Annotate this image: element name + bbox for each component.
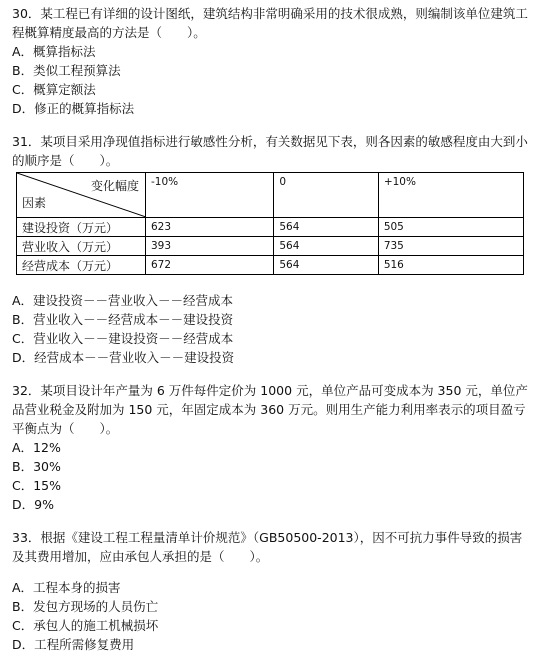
table-cell: 564	[274, 256, 378, 275]
table-cell: 735	[378, 237, 523, 256]
table-header-minus10: -10%	[146, 173, 274, 218]
table-row	[17, 256, 524, 275]
question-32-stem: 32．某项目设计年产量为 6 万件每件定价为 1000 元，单位产品可变成本为 350 元，单位产品营业税金及附加为 150 元，年固定成本为 360 万元。则用生产能力利用率表示的项目盈亏平衡点为（ ）。	[12, 383, 528, 436]
question-30-option-d: D．修正的概算指标法	[12, 101, 135, 116]
table-header-zero: 0	[274, 173, 378, 218]
question-33-option-c: C．承包人的施工机械损坏	[12, 618, 159, 633]
table-cell: 564	[274, 218, 378, 237]
table-cell: 672	[146, 256, 274, 275]
question-30-stem: 30．某工程已有详细的设计图纸，建筑结构非常明确采用的技术很成熟，则编制该单位建筑工程概算精度最高的方法是（ ）。	[12, 6, 528, 40]
table-corner-cell	[17, 173, 146, 218]
question-32	[12, 381, 532, 514]
table-header-plus10: +10%	[378, 173, 523, 218]
question-31-option-b: B．营业收入－－经营成本－－建设投资	[12, 312, 234, 327]
exam-page	[12, 4, 532, 654]
question-32-option-a: A．12%	[12, 440, 61, 455]
question-33-option-b: B．发包方现场的人员伤亡	[12, 599, 159, 614]
table-cell: 505	[378, 218, 523, 237]
sensitivity-table	[16, 172, 524, 275]
question-31-option-a: A．建设投资－－营业收入－－经营成本	[12, 293, 234, 308]
question-33-option-a: A．工程本身的损害	[12, 580, 121, 595]
question-33	[12, 528, 532, 654]
question-32-option-d: D．9%	[12, 497, 54, 512]
question-33-option-d: D．工程所需修复费用	[12, 637, 135, 652]
question-33-stem: 33．根据《建设工程工程量清单计价规范》（GB50500-2013），因不可抗力事件导致的损害及其费用增加，应由承包人承担的是（ ）。	[12, 530, 523, 564]
table-cell: 393	[146, 237, 274, 256]
corner-label-change: 变化幅度	[90, 179, 139, 193]
table-row-label: 营业收入（万元）	[17, 237, 146, 256]
table-row-label: 经营成本（万元）	[17, 256, 146, 275]
question-32-option-b: B．30%	[12, 459, 61, 474]
question-31-option-c: C．营业收入－－建设投资－－经营成本	[12, 331, 234, 346]
question-31	[12, 132, 532, 367]
table-cell: 564	[274, 237, 378, 256]
question-31-stem: 31．某项目采用净现值指标进行敏感性分析，有关数据见下表，则各因素的敏感程度由大到小的顺序是（ ）。	[12, 134, 528, 168]
table-cell: 623	[146, 218, 274, 237]
table-header-row	[17, 173, 524, 218]
question-30-option-c: C．概算定额法	[12, 82, 96, 97]
question-31-option-d: D．经营成本－－营业收入－－建设投资	[12, 350, 235, 365]
corner-label-factor: 因素	[22, 196, 47, 210]
question-30-option-b: B．类似工程预算法	[12, 63, 121, 78]
question-30	[12, 4, 532, 118]
table-row-label: 建设投资（万元）	[17, 218, 146, 237]
question-32-option-c: C．15%	[12, 478, 62, 493]
table-cell: 516	[378, 256, 523, 275]
question-30-option-a: A．概算指标法	[12, 44, 96, 59]
table-row	[17, 218, 524, 237]
table-row	[17, 237, 524, 256]
